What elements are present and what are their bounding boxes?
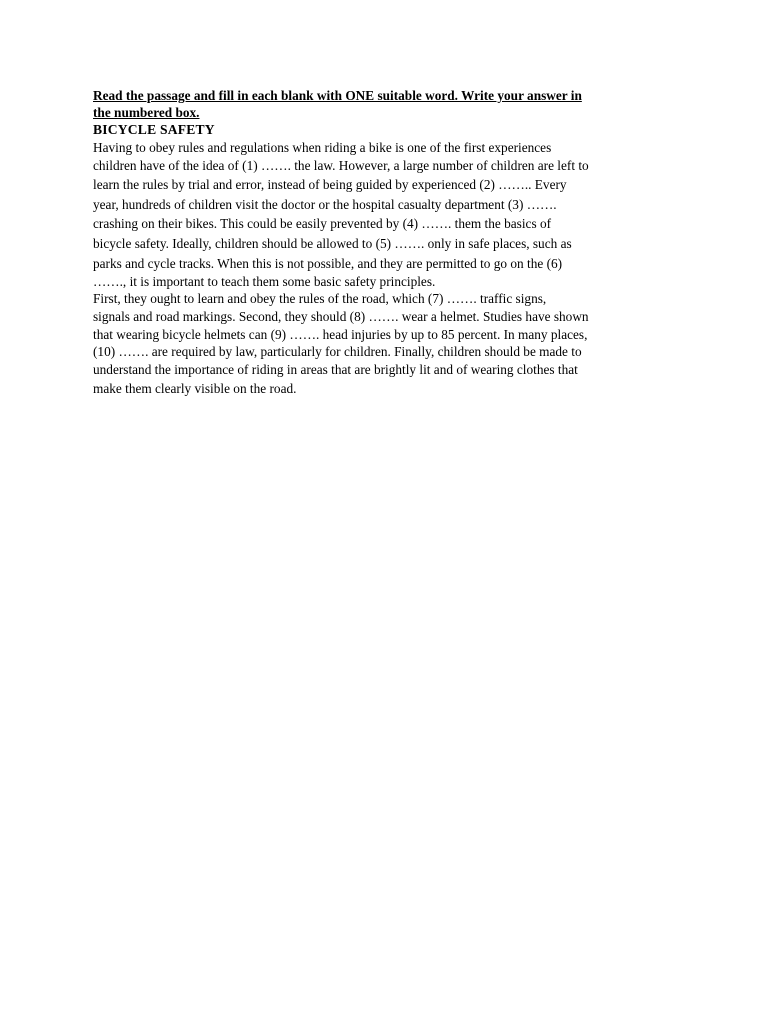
instruction-text xyxy=(93,88,678,121)
passage-line: ……., it is important to teach them some basic safety principles. xyxy=(93,274,436,289)
passage-title: BICYCLE SAFETY xyxy=(93,122,215,137)
passage-body xyxy=(93,139,678,399)
passage-line: First, they ought to learn and obey the rules of the road, which (7) ……. traffic signs, xyxy=(93,291,547,306)
passage-line: crashing on their bikes. This could be easily prevented by (4) ……. them the basics of xyxy=(93,216,552,231)
document-page xyxy=(93,88,678,399)
passage-line: signals and road markings. Second, they should (8) ……. wear a helmet. Studies have shown xyxy=(93,309,589,324)
passage-line: make them clearly visible on the road. xyxy=(93,381,297,396)
passage-line: parks and cycle tracks. When this is not possible, and they are permitted to go on the (6) xyxy=(93,256,563,271)
passage-line: year, hundreds of children visit the doctor or the hospital casualty department (3) ……. xyxy=(93,197,557,212)
passage-line: that wearing bicycle helmets can (9) ……. head injuries by up to 85 percent. In many places, xyxy=(93,327,588,342)
instruction-line-2: the numbered box. xyxy=(93,104,200,120)
instruction-line-1: Read the passage and fill in each blank with ONE suitable word. Write your answer in xyxy=(93,88,582,103)
passage-line: learn the rules by trial and error, instead of being guided by experienced (2) …….. Every xyxy=(93,177,567,192)
passage-line: bicycle safety. Ideally, children should be allowed to (5) ……. only in safe places, such as xyxy=(93,236,572,251)
passage-line: (10) ……. are required by law, particularly for children. Finally, children should be made to xyxy=(93,344,582,359)
passage-line: understand the importance of riding in areas that are brightly lit and of wearing clothes that xyxy=(93,362,578,377)
passage-line: children have of the idea of (1) ……. the law. However, a large number of children are left to xyxy=(93,158,589,173)
passage-line: Having to obey rules and regulations when riding a bike is one of the first experiences xyxy=(93,140,552,155)
